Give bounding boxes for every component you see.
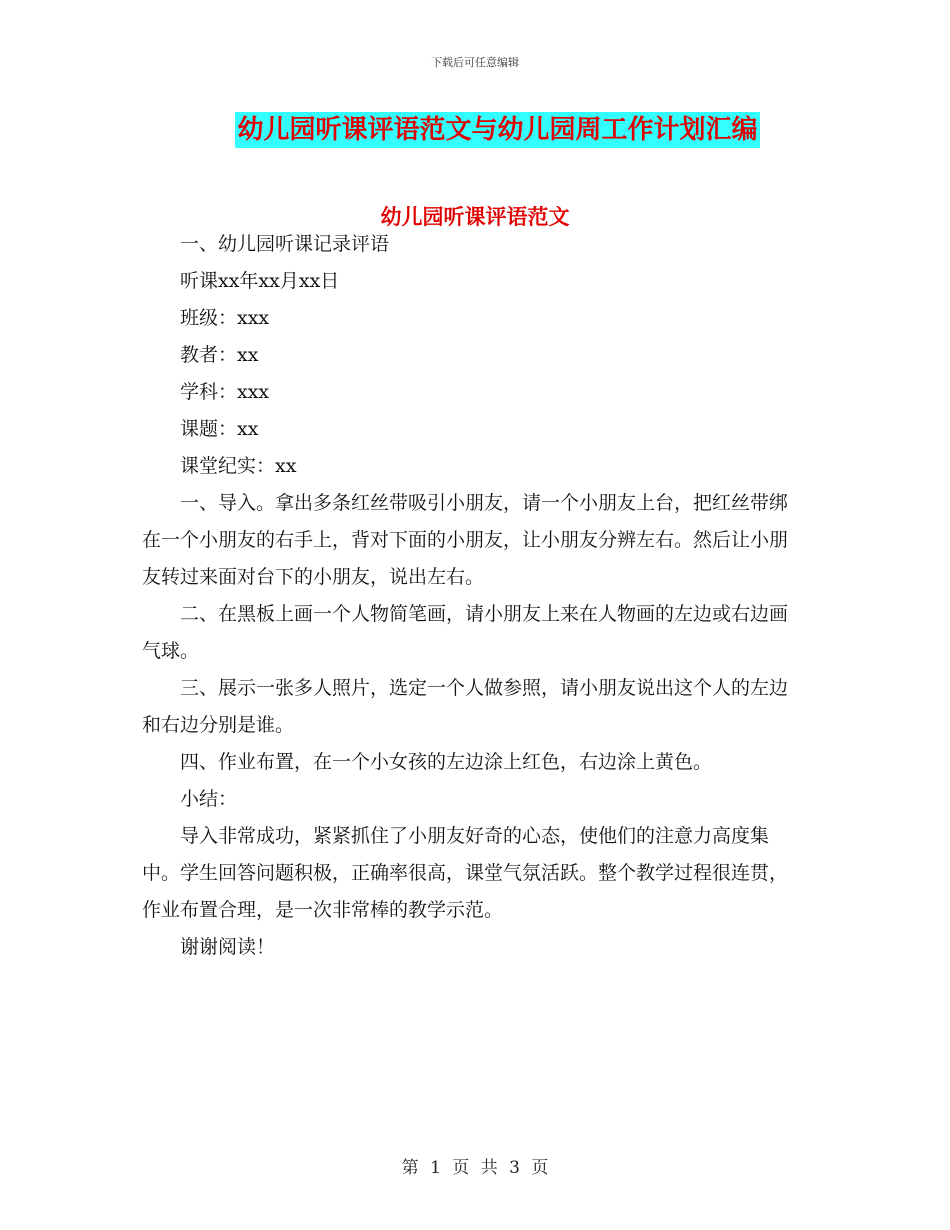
section-title: 幼儿园听课评语范文 [380, 204, 570, 229]
header-note: 下载后可任意编辑 [431, 56, 519, 69]
paragraph: 谢谢阅读！ [180, 936, 276, 958]
paragraph: 课题：xx [180, 418, 259, 440]
paragraph: 一、幼儿园听课记录评语 [180, 233, 390, 255]
paragraph: 一、导入。拿出多条红丝带吸引小朋友，请一个小朋友上台，把红丝带绑在一个小朋友的右手上，背对下面的小朋友，让小朋友分辨左右。然后让小朋友转过来面对台下的小朋友，说出左右。 [142, 492, 789, 588]
paragraph: 小结： [180, 788, 238, 810]
document-body [142, 226, 802, 966]
page-footer: 第 1 页 共 3 页 [401, 1158, 549, 1178]
paragraph: 课堂纪实：xx [180, 455, 297, 477]
document-title [0, 112, 950, 148]
document-title-text: 幼儿园听课评语范文与幼儿园周工作计划汇编 [235, 112, 759, 148]
paragraph: 班级：xxx [180, 307, 270, 329]
paragraph: 二、在黑板上画一个人物简笔画，请小朋友上来在人物画的左边或右边画气球。 [142, 603, 789, 662]
paragraph: 教者：xx [180, 344, 259, 366]
paragraph: 学科：xxx [180, 381, 270, 403]
paragraph: 导入非常成功，紧紧抓住了小朋友好奇的心态，使他们的注意力高度集中。学生回答问题积极，正确率很高，课堂气氛活跃。整个教学过程很连贯，作业布置合理，是一次非常棒的教学示范。 [142, 825, 789, 921]
paragraph: 三、展示一张多人照片，选定一个人做参照，请小朋友说出这个人的左边和右边分别是谁。 [142, 677, 789, 736]
paragraph: 四、作业布置，在一个小女孩的左边涂上红色，右边涂上黄色。 [180, 751, 713, 773]
paragraph: 听课xx年xx月xx日 [180, 270, 340, 292]
